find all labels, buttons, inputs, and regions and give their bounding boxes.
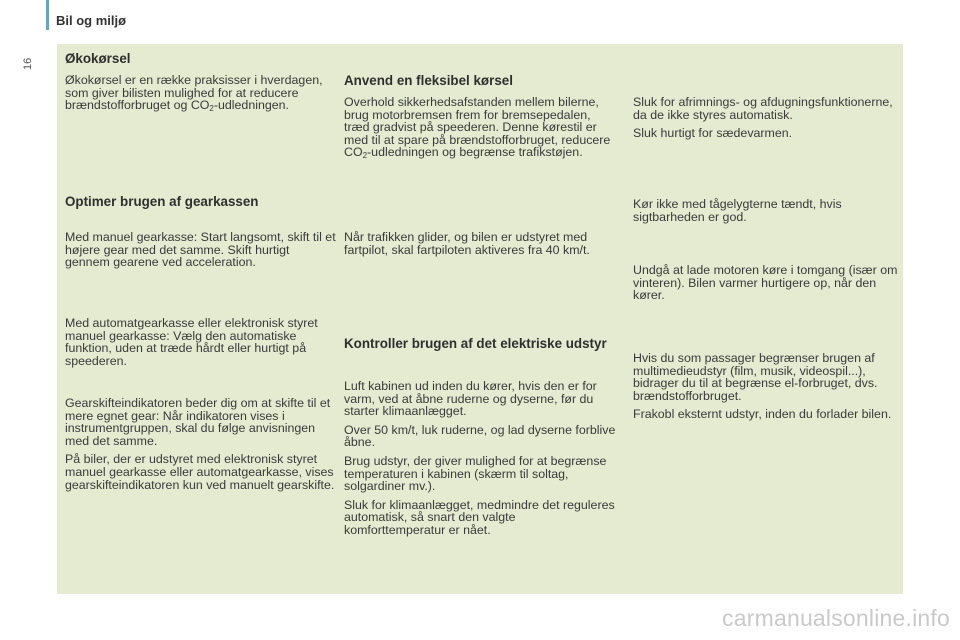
electrical-text-3: Brug udstyr, der giver mulighed for at begrænse temperaturen i kabinen (skærm til soltag, solgardiner mv.). [344, 453, 607, 494]
page-number: 16 [22, 57, 34, 70]
electrical-text-4: Sluk for klimaanlægget, medmindre det reguleres automatisk, så snart den valgte komforttemperatur er nået. [344, 497, 615, 537]
header-accent-bar [46, 0, 49, 30]
flexible-driving-text: Overhold sikkerhedsafstanden mellem bilerne, brug motorbremsen frem for bremsepedalen, træd gradvist på speederen. Denne kørestil er med til at spare på brændstofforbruget, reducere $CO_2$-udledningen og begrænse trafikstøjen. [344, 95, 611, 161]
ecodriving-intro: Økokørsel er en række praksisser i hverdagen, som giver bilisten mulighed for at reducere brændstofforbruget og $CO_2$-udledningen. [65, 73, 323, 114]
idling-text: Undgå at lade motoren køre i tomgang (især om vinteren). Bilen varmer hurtigere op, når den kører. [633, 263, 898, 303]
gearbox-auto-text: Med automatgearkasse eller elektronisk styret manuel gearkasse: Vælg den automatiske funktion, uden at træde hårdt eller hurtigt på speederen. [65, 316, 318, 368]
gear-indicator-text: Gearskifteindikatoren beder dig om at skifte til et mere egnet gear: Når indikatoren vises i instrumentgruppen, skal du følge anvisningen med det samme. [65, 396, 331, 448]
flexible-driving-title: Anvend en fleksibel kørsel [344, 73, 513, 88]
gear-indicator-text-2: På biler, der er udstyret med elektronisk styret manuel gearkasse eller automatgearkasse, vises gearskifteindikatoren kun ved manuelt gearskifte. [65, 452, 335, 492]
seat-heating-text: Sluk hurtigt for sædevarmen. [633, 126, 793, 141]
content-panel [57, 44, 903, 594]
gearbox-title: Optimer brugen af gearkassen [65, 194, 259, 209]
electrical-text-2: Over 50 km/t, luk ruderne, og lad dyserne forblive åbne. [344, 422, 616, 450]
ecodriving-title: Økokørsel [65, 51, 131, 66]
fog-lights-text: Kør ikke med tågelygterne tændt, hvis sigtbarheden er god. [633, 197, 842, 224]
multimedia-text: Hvis du som passager begrænser brugen af multimedieudstyr (film, musik, videospil...), bidrager du til at begrænse el-forbruget, dvs. brændstofforbruget. [633, 351, 878, 403]
cruise-control-text: Når trafikken glider, og bilen er udstyret med fartpilot, skal fartpiloten aktiveres fra 40 km/t. [344, 230, 590, 257]
electrical-text-1: Luft kabinen ud inden du kører, hvis den er for varm, ved at åbne ruderne og dyserne, før du starter klimaanlægget. [344, 379, 597, 419]
electrical-equipment-title: Kontroller brugen af det elektriske udstyr [344, 336, 607, 351]
watermark: carmanualsonline.info [722, 605, 950, 631]
gearbox-manual-text: Med manuel gearkasse: Start langsomt, skift til et højere gear med det samme. Skift hurtigt gennem gearene ved acceleration. [65, 230, 336, 270]
defrost-text: Sluk for afrimnings- og afdugningsfunktionerne, da de ikke styres automatisk. [633, 95, 893, 122]
external-equipment-text: Frakobl eksternt udstyr, inden du forlader bilen. [633, 407, 892, 422]
section-label: Bil og miljø [56, 13, 127, 28]
